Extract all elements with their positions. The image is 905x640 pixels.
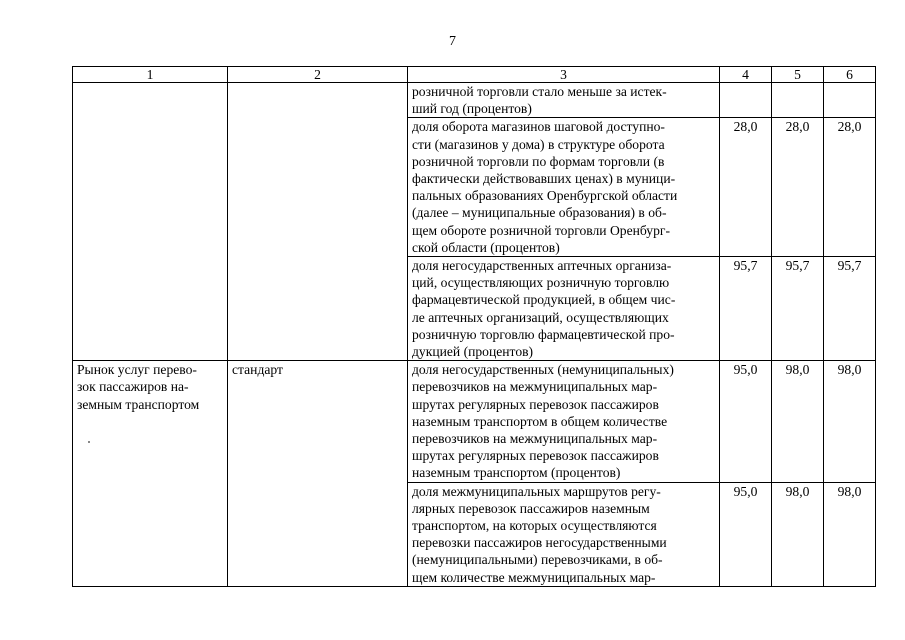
text-line: доля негосударственных аптечных организа- [412,258,672,274]
text-line: доля оборота магазинов шаговой доступно- [412,119,665,135]
text-line: розничную торговлю фармацевтической про- [412,326,675,342]
value-cell-col6: 28,0 [824,118,876,257]
value-cell-col6: 98,0 [824,361,876,482]
column-header-2: 2 [228,67,408,83]
value-cell-col5: 98,0 [772,361,824,482]
text-line: (далее – муниципальные образования) в об- [412,205,667,221]
indicators-table [72,66,876,587]
type-cell [228,83,408,361]
market-cell [73,83,228,361]
column-header-5: 5 [772,67,824,83]
text-line: Рынок услуг перево- [77,362,197,378]
column-header-6: 6 [824,67,876,83]
value-cell-col4: 95,0 [720,482,772,586]
value-cell-col5: 98,0 [772,482,824,586]
value-cell-col4: 28,0 [720,118,772,257]
table-header-row [73,67,876,83]
text-line: сти (магазинов у дома) в структуре оборота [412,136,665,152]
text-line: земным транспортом [77,396,200,412]
text-line: доля межмуниципальных маршрутов регу- [412,483,661,499]
value-cell-col4: 95,0 [720,361,772,482]
text-line: фактически действовавших ценах) в муници- [412,171,676,187]
text-line: наземным транспортом в общем количестве [412,413,668,429]
column-header-3: 3 [408,67,720,83]
text-line: (немуниципальными) перевозчиками, в об- [412,552,663,568]
text-line: лярных перевозок пассажиров наземным [412,500,650,516]
type-cell [228,361,408,587]
text-line: транспортом, на которых осуществляются [412,518,657,534]
text-line: перевозчиков на межмуниципальных мар- [412,379,658,395]
text-line: наземным транспортом (процентов) [412,465,621,481]
text-line: ший год (процентов) [412,101,532,117]
indicator-cell [408,118,720,257]
text-line: стандарт [232,362,283,378]
indicator-cell [408,482,720,586]
value-cell-col4 [720,83,772,118]
value-cell-col4: 95,7 [720,257,772,361]
value-cell-col6: 95,7 [824,257,876,361]
text-line: перевозки пассажиров негосударственными [412,535,667,551]
market-cell [73,361,228,587]
scan-speck [88,441,90,443]
text-line: шрутах регулярных перевозок пассажиров [412,448,659,464]
text-line: зок пассажиров на- [77,379,189,395]
value-cell-col5: 95,7 [772,257,824,361]
value-cell-col6: 98,0 [824,482,876,586]
text-line: фармацевтической продукцией, в общем чис- [412,292,676,308]
page-number: 7 [449,34,456,49]
text-line: дукцией (процентов) [412,344,534,360]
text-line: щем обороте розничной торговли Оренбург- [412,222,670,238]
text-line: розничной торговли по формам торговли (в [412,153,665,169]
column-header-4: 4 [720,67,772,83]
text-line: перевозчиков на межмуниципальных мар- [412,431,658,447]
text-line: ций, осуществляющих розничную торговлю [412,275,670,291]
text-line: ской области (процентов) [412,239,560,255]
indicator-cell [408,257,720,361]
indicator-cell [408,83,720,118]
table-row [73,361,876,482]
column-header-1: 1 [73,67,228,83]
value-cell-col6 [824,83,876,118]
value-cell-col5: 28,0 [772,118,824,257]
text-line: ле аптечных организаций, осуществляющих [412,309,669,325]
text-line: доля негосударственных (немуниципальных) [412,362,674,378]
indicator-cell [408,361,720,482]
text-line: розничной торговли стало меньше за истек- [412,84,667,99]
value-cell-col5 [772,83,824,118]
text-line: шрутах регулярных перевозок пассажиров [412,396,659,412]
text-line: пальных образованиях Оренбургской области [412,188,678,204]
table-row [73,83,876,118]
text-line: щем количестве межмуниципальных мар- [412,569,656,585]
